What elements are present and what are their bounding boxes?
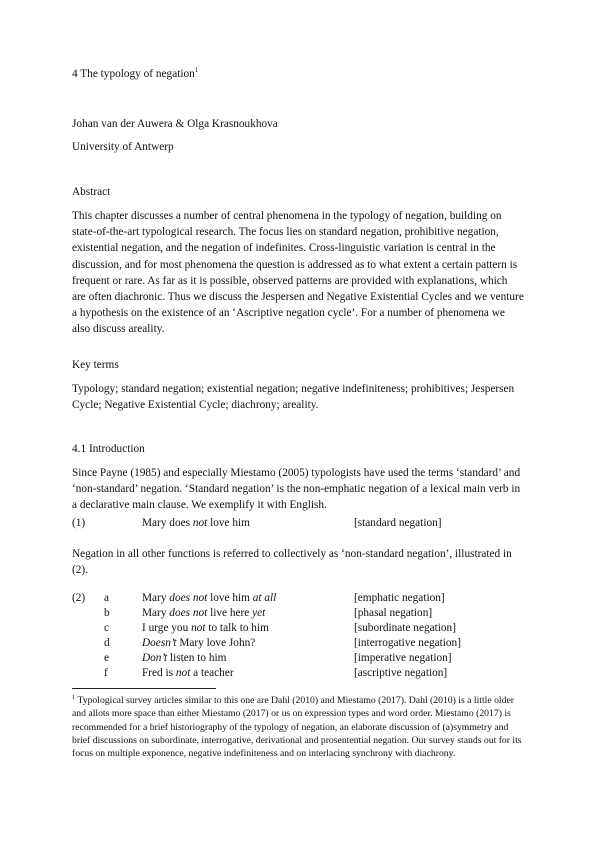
footnote	[72, 694, 524, 760]
example-number: (1)	[72, 517, 86, 529]
example-number: (2)	[72, 592, 86, 604]
example-text: I urge you	[142, 622, 192, 634]
intro-paragraph-1: Since Payne (1985) and especially Miestamo (2005) typologists have used the terms ‘standard’ and ‘non-standard’ negation. ‘Standard negation’ is the non-emphatic negation of a lexical main verb in a declarative main clause. We exemplify it with English.	[72, 467, 521, 512]
example-label: [ascriptive negation]	[354, 667, 448, 679]
example-2-row	[72, 652, 524, 667]
example-text: Mary does	[142, 517, 193, 529]
example-text: Mary	[142, 607, 170, 619]
example-sentence	[142, 652, 226, 664]
example-2-row	[72, 637, 524, 652]
example-letter: d	[104, 637, 110, 649]
example-emphasis: not	[175, 667, 191, 679]
intro-paragraph-2: Negation in all other functions is referred to collectively as ‘non-standard negation’, illustrated in (2).	[72, 548, 512, 577]
example-sentence	[142, 637, 255, 649]
footnote-divider	[72, 688, 216, 689]
example-emphasis: not	[192, 517, 208, 529]
example-emphasis: yet	[252, 607, 266, 619]
example-emphasis: Don’t	[142, 652, 168, 664]
footnote-marker: 1	[72, 693, 76, 701]
footnote-ref[interactable]: 1	[194, 66, 199, 75]
example-1	[72, 517, 524, 532]
example-text: Mary	[142, 592, 170, 604]
example-text: listen to him	[167, 652, 227, 664]
example-letter: a	[104, 592, 110, 604]
example-emphasis: does not	[169, 607, 208, 619]
example-sentence	[142, 667, 234, 679]
example-sentence	[142, 622, 269, 634]
example-sentence	[142, 517, 250, 529]
chapter-title-text: 4 The typology of negation	[72, 68, 195, 80]
authors: Johan van der Auwera & Olga Krasnoukhova	[72, 118, 278, 130]
example-text: Mary love John?	[176, 637, 256, 649]
example-2-row	[72, 607, 524, 622]
key-terms-heading: Key terms	[72, 359, 119, 371]
abstract-text: This chapter discusses a number of central phenomena in the typology of negation, building on state-of-the-art typological research. The focus lies on standard negation, prohibitive negation, existential negation, and the negation of indefinites. Cross-linguistic variation is central in the discussion, and for most phenomena the question is addressed as to what extent a certain pattern is frequent or rare. As far as it is possible, observed patterns are provided with explanations, which are often diachronic. Thus we discuss the Jespersen and Negative Existential Cycles and we venture a hypothesis on the existence of an ‘Ascriptive negation cycle’. For a number of phenomena we also discuss areality.	[72, 210, 524, 336]
section-heading: 4.1 Introduction	[72, 443, 145, 455]
example-label: [subordinate negation]	[354, 622, 456, 634]
affiliation: University of Antwerp	[72, 141, 174, 153]
example-label: [standard negation]	[354, 517, 442, 529]
example-sentence	[142, 607, 265, 619]
example-text: love him	[207, 592, 253, 604]
example-text: live here	[207, 607, 253, 619]
example-text: a teacher	[190, 667, 234, 679]
example-emphasis: at all	[252, 592, 277, 604]
example-label: [emphatic negation]	[354, 592, 445, 604]
example-text: Fred is	[142, 667, 176, 679]
example-text: to talk to him	[205, 622, 269, 634]
example-emphasis: Doesn’t	[142, 637, 177, 649]
chapter-title	[72, 68, 198, 80]
example-letter: c	[104, 622, 110, 634]
example-label: [imperative negation]	[354, 652, 452, 664]
key-terms-text: Typology; standard negation; existential negation; negative indefiniteness; prohibitives; Jespersen Cycle; Negative Existential Cycle; diachrony; areality.	[72, 383, 515, 412]
example-2-row	[72, 667, 524, 682]
example-letter: e	[104, 652, 110, 664]
abstract-heading: Abstract	[72, 186, 111, 198]
footnote-text: Typological survey articles similar to this one are Dahl (2010) and Miestamo (2017). Dahl (2010) is a little older and allots more space than either Miestamo (2017) or us on expression types and word order. Miestamo (2017) is recommended for a brief historiography of the typology of negation, an elaborate discussion of (a)symmetry and brief discussions on subordinate, interrogative, derivational and prosentential negation. Our survey stands out for its focus on multiple exponence, negative indefiniteness and on interlacing synchrony with diachrony.	[72, 695, 522, 760]
example-text: love him	[207, 517, 250, 529]
example-sentence	[142, 592, 276, 604]
example-2-row	[72, 592, 524, 607]
example-label: [phasal negation]	[354, 607, 433, 619]
example-2-row	[72, 622, 524, 637]
example-emphasis: does not	[169, 592, 208, 604]
example-emphasis: not	[191, 622, 206, 634]
example-letter: b	[104, 607, 110, 619]
example-label: [interrogative negation]	[354, 637, 461, 649]
example-letter: f	[104, 667, 108, 679]
